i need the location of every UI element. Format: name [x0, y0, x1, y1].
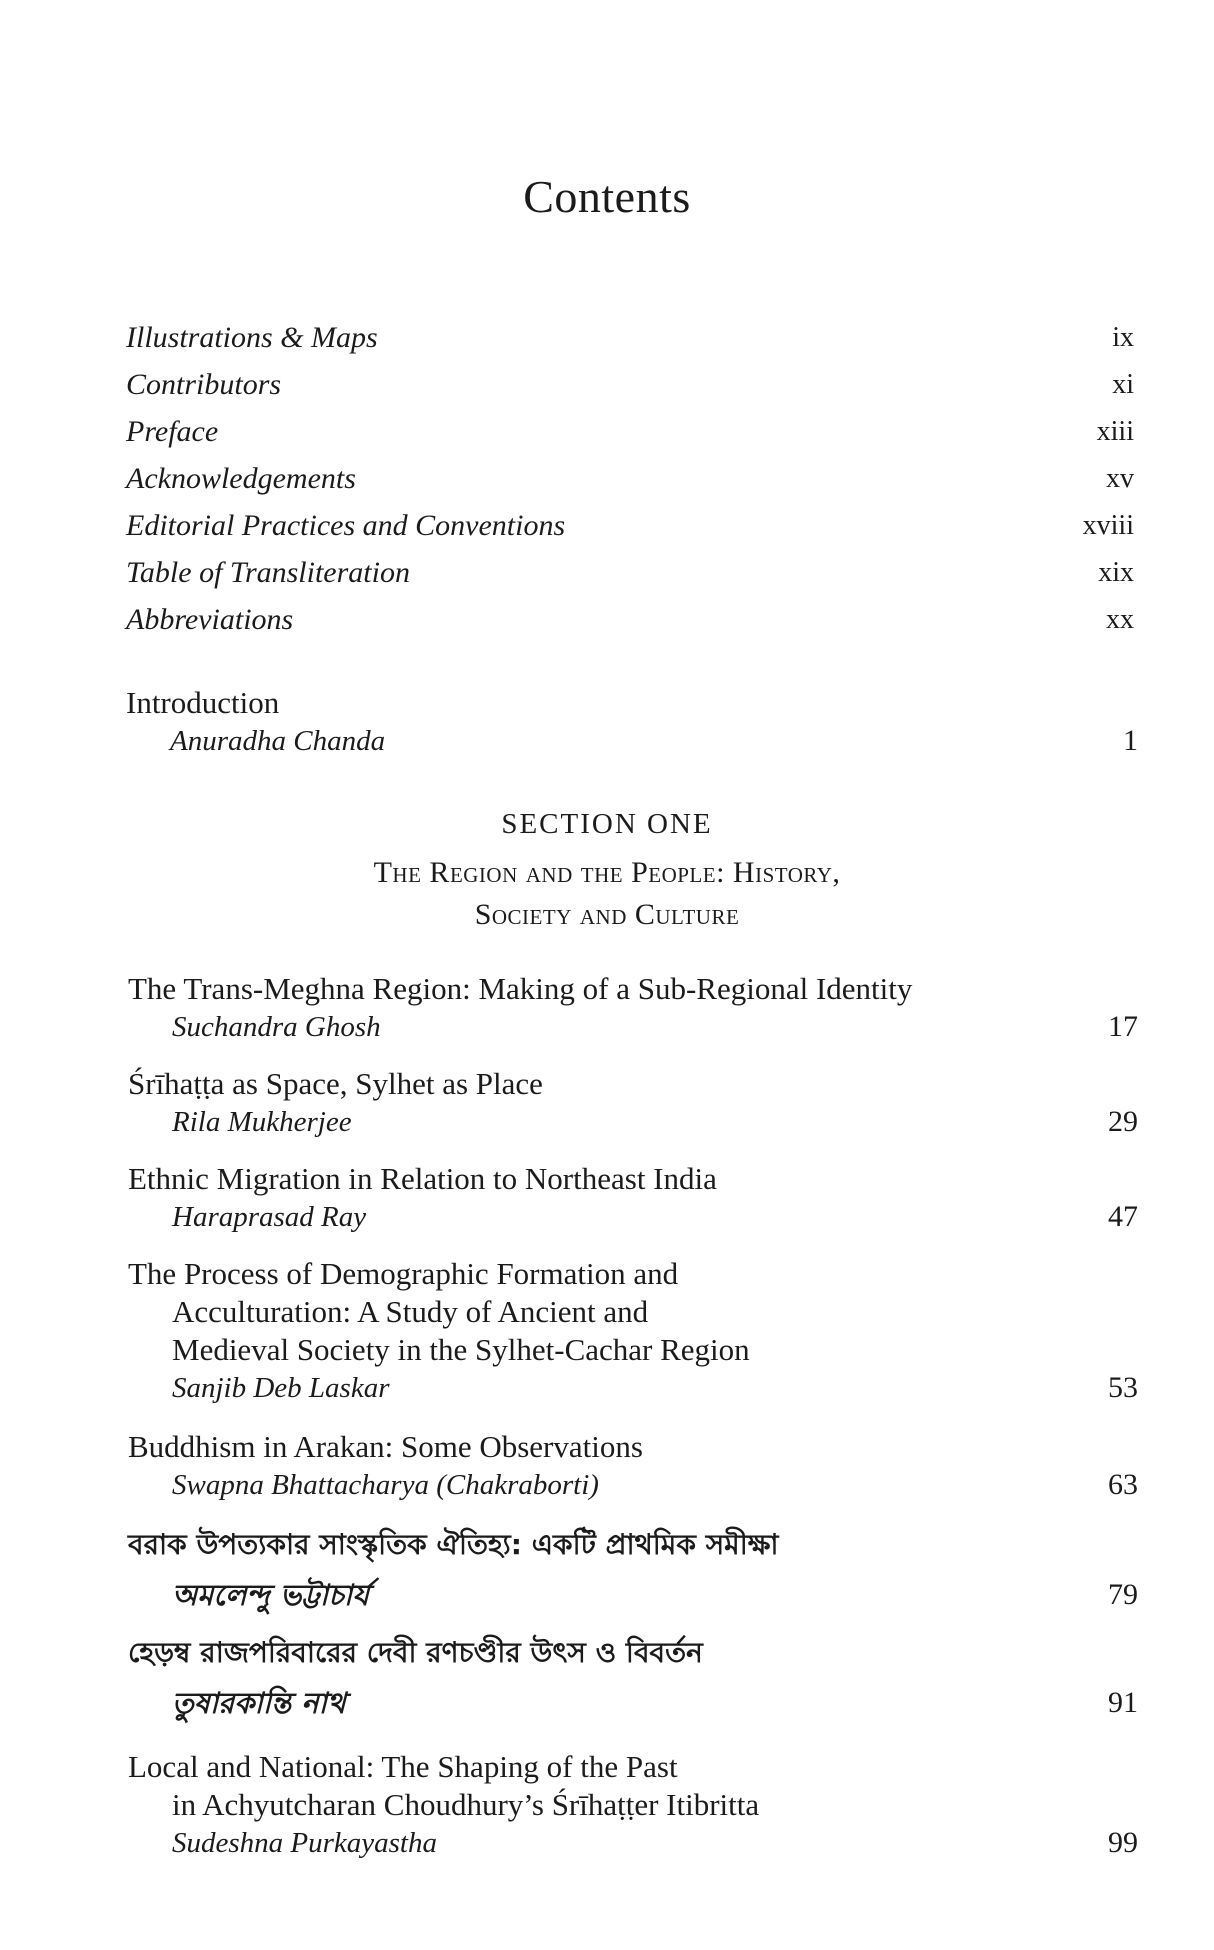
toc-entry-srihatta[interactable] [128, 1065, 1138, 1141]
toc-page-number: xx [1106, 604, 1134, 635]
toc-entry-author: অমলেন্দু ভট্টাচার্য [172, 1578, 369, 1612]
toc-entry-title: The Trans-Meghna Region: Making of a Sub-Regional Identity [128, 971, 913, 1006]
toc-page-number: xix [1098, 557, 1134, 588]
toc-entry-title: Buddhism in Arakan: Some Observations [128, 1429, 643, 1464]
toc-page-number: xviii [1082, 510, 1134, 541]
toc-page-number: 79 [1108, 1578, 1138, 1611]
toc-page-number: xiii [1096, 416, 1134, 447]
toc-front-label: Table of Transliteration [126, 556, 410, 589]
toc-page-number: 63 [1108, 1468, 1138, 1501]
toc-entry-author: তুষারকান্তি নাথ [172, 1686, 346, 1720]
toc-page-number: 17 [1108, 1010, 1138, 1043]
toc-entry-trans-meghna[interactable] [128, 970, 1138, 1046]
toc-entry-title-line1: The Process of Demographic Formation and [128, 1256, 679, 1291]
toc-front-item-contributors[interactable] [126, 365, 1134, 405]
toc-page-number: 47 [1108, 1200, 1138, 1233]
toc-page-number: 29 [1108, 1105, 1138, 1138]
toc-front-label: Acknowledgements [126, 462, 356, 495]
toc-page-number: xi [1112, 369, 1134, 400]
section-subtitle-line2: Society and Culture [474, 898, 740, 931]
toc-entry-demographic-formation[interactable] [128, 1255, 1138, 1407]
section-subtitle-line1: The Region and the People: History, [373, 856, 841, 889]
toc-entry-author: Sanjib Deb Laskar [172, 1372, 390, 1404]
toc-entry-ethnic-migration[interactable] [128, 1160, 1138, 1236]
toc-page-number: 53 [1108, 1371, 1138, 1404]
toc-front-item-preface[interactable] [126, 412, 1134, 452]
toc-page-number: ix [1112, 322, 1134, 353]
toc-entry-title-line1: Local and National: The Shaping of the Past [128, 1749, 678, 1784]
toc-entry-author: Suchandra Ghosh [172, 1011, 381, 1043]
toc-entry-author: Swapna Bhattacharya (Chakraborti) [172, 1469, 599, 1501]
toc-front-item-acknowledgements[interactable] [126, 459, 1134, 499]
toc-page-number: 91 [1108, 1686, 1138, 1719]
toc-entry-local-and-national[interactable] [128, 1748, 1138, 1862]
toc-entry-buddhism-arakan[interactable] [128, 1428, 1138, 1504]
toc-entry-author: Rila Mukherjee [172, 1106, 352, 1138]
section-label: SECTION ONE [501, 808, 713, 840]
toc-entry-author: Haraprasad Ray [172, 1201, 367, 1233]
toc-front-item-abbreviations[interactable] [126, 600, 1134, 640]
toc-entry-author: Sudeshna Purkayastha [172, 1827, 437, 1859]
toc-front-label: Contributors [126, 368, 282, 401]
toc-entry-title: হেড়ম্ব রাজপরিবারের দেবী রণচণ্ডীর উৎস ও বিবর্তন [128, 1636, 703, 1669]
toc-page-number: xv [1106, 463, 1134, 494]
toc-front-item-editorial-practices[interactable] [126, 506, 1134, 546]
toc-entry-title-line3: Medieval Society in the Sylhet-Cachar Region [172, 1332, 750, 1367]
toc-entry-author: Anuradha Chanda [170, 725, 386, 757]
toc-front-item-illustrations[interactable] [126, 318, 1134, 358]
toc-front-item-transliteration[interactable] [126, 553, 1134, 593]
toc-entry-title-line2: Acculturation: A Study of Ancient and [172, 1294, 649, 1329]
toc-entry-title: বরাক উপত্যকার সাংস্কৃতিক ঐতিহ্য: একটি প্রাথমিক সমীক্ষা [128, 1528, 779, 1561]
toc-entry-introduction[interactable] [126, 684, 1138, 760]
toc-entry-title: Introduction [126, 685, 280, 720]
toc-front-label: Abbreviations [126, 603, 294, 636]
toc-front-label: Illustrations & Maps [126, 321, 378, 354]
toc-front-label: Preface [126, 415, 219, 448]
toc-entry-title-line2: in Achyutcharan Choudhury’s Śrīhaṭṭer Itibritta [172, 1787, 760, 1822]
toc-entry-title: Ethnic Migration in Relation to Northeast India [128, 1161, 717, 1196]
page-title: Contents [523, 171, 691, 222]
toc-entry-barak-valley[interactable] [128, 1520, 1138, 1620]
toc-page-number: 99 [1108, 1826, 1138, 1859]
toc-entry-heramba-royal-family[interactable] [128, 1628, 1138, 1728]
toc-page-number: 1 [1123, 724, 1138, 757]
toc-entry-title: Śrīhaṭṭa as Space, Sylhet as Place [128, 1066, 543, 1101]
toc-front-label: Editorial Practices and Conventions [126, 509, 566, 542]
